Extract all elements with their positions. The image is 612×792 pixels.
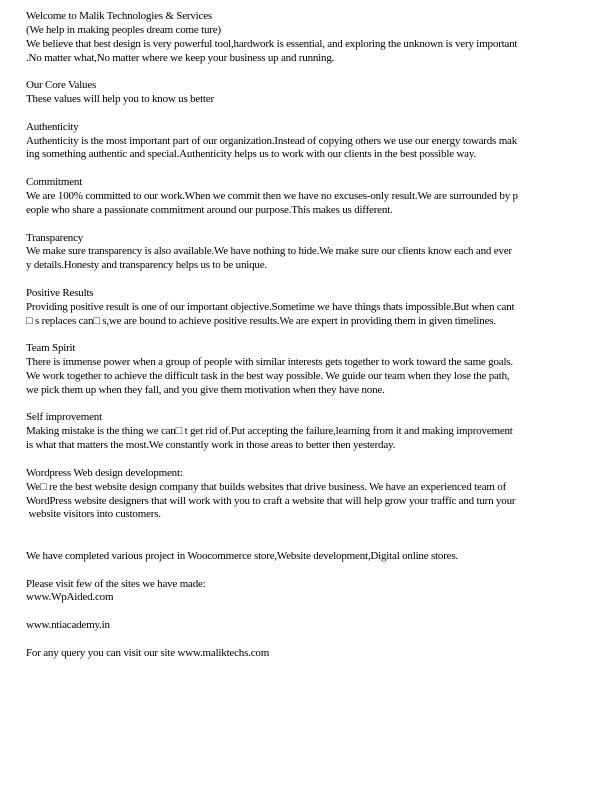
wordpress-development-line: WordPress website designers that will work with you to craft a website that will help grow your traffic and turn your (26, 494, 516, 507)
welcome-line: .No matter what,No matter where we keep your business up and running. (26, 51, 335, 64)
commitment-line: Commitment (26, 176, 83, 189)
blank-line (26, 328, 612, 342)
self-improvement-line: Making mistake is the thing we can□ t get rid of.Put accepting the failure,learning from it and making improvement (26, 425, 513, 438)
transparency-line: y details.Honesty and transparency helps us to be unique. (26, 259, 267, 272)
blank-line (26, 605, 612, 619)
sites-made-line: www.WpAided.com (26, 591, 114, 604)
positive-results-line: □ s replaces can□ s,we are bound to achieve positive results.We are expert in providing them in given timelines. (26, 314, 496, 327)
blank-line (26, 218, 612, 232)
wordpress-development-line: We□ re the best website design company that builds websites that drive business. We have an experienced team of (26, 480, 507, 493)
commitment-line: eople who share a passionate commitment around our purpose.This makes us different. (26, 203, 393, 216)
blank-line (26, 453, 612, 467)
blank-line (26, 273, 612, 287)
wordpress-development-line: website visitors into customers. (26, 508, 161, 521)
blank-line (26, 536, 612, 550)
authenticity-line: Authenticity is the most important part of our organization.Instead of copying others we use our energy towards mak (26, 134, 518, 147)
blank-line (26, 564, 612, 578)
commitment-line: We are 100% committed to our work.When we commit then we have no excuses-only result.We are surrounded by p (26, 189, 518, 202)
sites-made-line: Please visit few of the sites we have made: (26, 577, 206, 590)
self-improvement-line: is what that matters the most.We constantly work in those areas to better then yesterday. (26, 439, 396, 452)
welcome-line: Welcome to Malik Technologies & Services (26, 10, 212, 22)
welcome-line: We believe that best design is very powerful tool,hardwork is essential, and exploring the unknown is very important (26, 37, 518, 50)
transparency-line: Transparency (26, 231, 84, 244)
positive-results-line: Providing positive result is one of our important objective.Sometime we have things thats impossible.But when cant (26, 300, 515, 313)
core-values-line: Our Core Values (26, 79, 97, 92)
team-spirit-line: we pick them up when they fall, and you give them motivation when they have none. (26, 383, 385, 396)
blank-line (26, 398, 612, 412)
team-spirit-line: There is immense power when a group of people with similar interests gets together to work toward the same goals. (26, 356, 513, 369)
completed-projects-line: We have completed various project in Woocommerce store,Website development,Digital online stores. (26, 549, 458, 562)
welcome-line: (We help in making peoples dream come ture) (26, 23, 221, 36)
site-ntiacademy-line: www.ntiacademy.in (26, 619, 110, 632)
blank-line (26, 107, 612, 121)
authenticity-line: Authenticity (26, 120, 79, 133)
authenticity-line: ing something authentic and special.Authenticity helps us to work with our clients in the best possible way. (26, 148, 476, 161)
blank-line (26, 522, 612, 536)
positive-results-line: Positive Results (26, 286, 94, 299)
contact-query-line: For any query you can visit our site www.maliktechs.com (26, 646, 270, 659)
blank-line (26, 633, 612, 647)
core-values-line: These values will help you to know us better (26, 93, 214, 106)
team-spirit-line: We work together to achieve the difficult task in the best way possible. We guide our team when they lose the path, (26, 369, 510, 382)
blank-line (26, 162, 612, 176)
transparency-line: We make sure transparency is also available.We have nothing to hide.We make sure our clients know each and ever (26, 245, 512, 258)
blank-line (26, 65, 612, 79)
wordpress-development-line: Wordpress Web design development: (26, 466, 183, 479)
self-improvement-line: Self improvement (26, 411, 102, 424)
team-spirit-line: Team Spirit (26, 342, 76, 355)
